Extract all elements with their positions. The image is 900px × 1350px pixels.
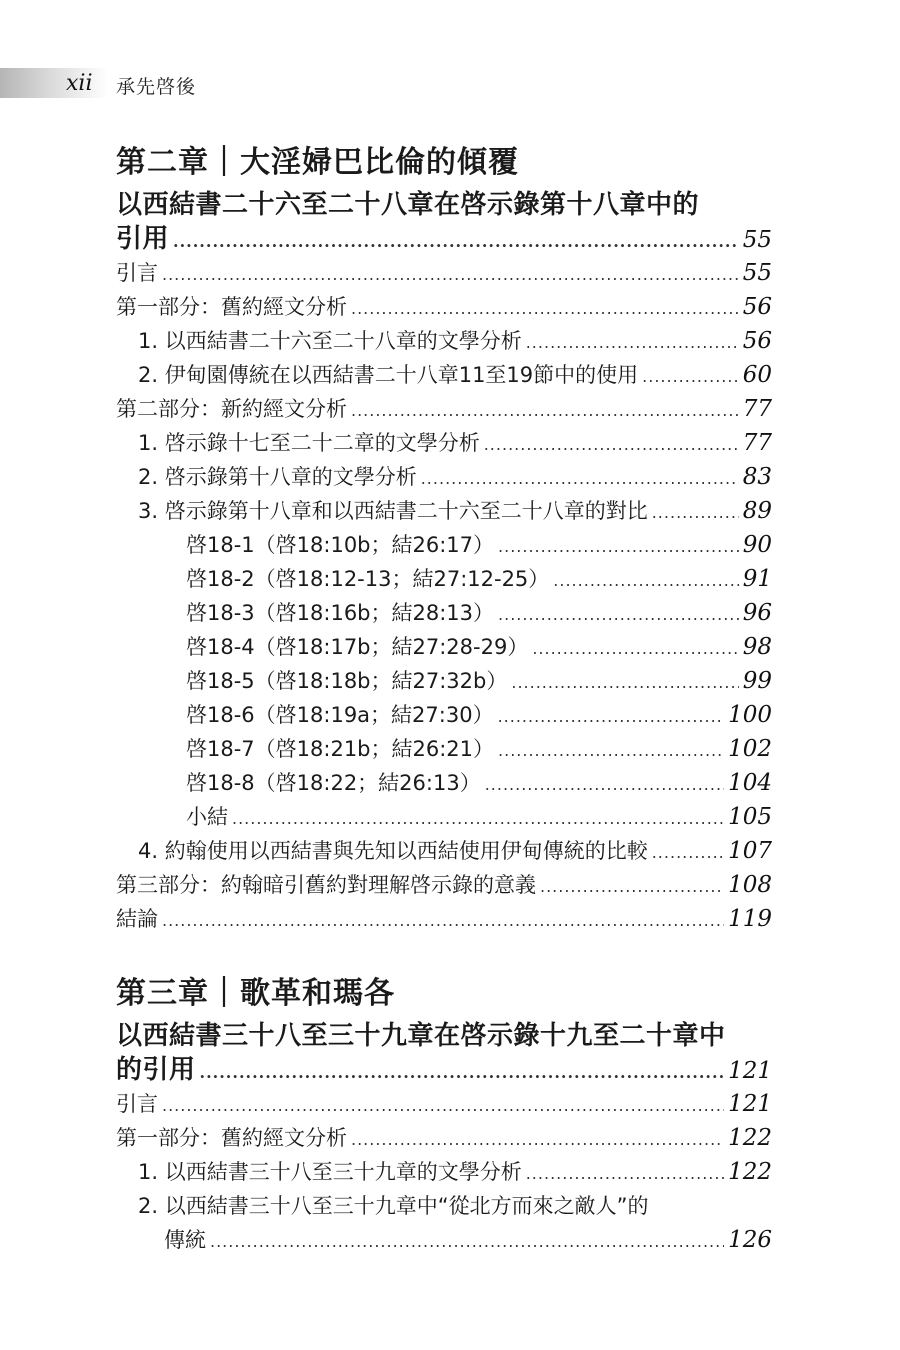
toc-page-number: 119 [728,906,772,932]
toc-entry-label: 第一部分：舊約經文分析 [116,295,347,319]
dot-leader [652,496,739,530]
toc-entry-label: 結論 [116,907,158,931]
toc-page-number: 98 [742,634,772,660]
dot-leader [498,700,725,734]
toc-entry-label: 啓18-2（啓18:12-13；結27:12-25） [186,567,550,591]
toc-entry [116,698,772,732]
toc-entry-label: 1. 啓示錄十七至二十二章的文學分析 [138,431,480,455]
dot-leader [526,1157,724,1191]
chapter-3-title: 第三章｜歌革和瑪各 [116,976,395,1011]
dot-leader [173,225,739,259]
toc-entry-label: 引用 [116,224,170,254]
toc-entry-label: 的引用 [116,1055,196,1085]
toc-entry-label: 啓18-5（啓18:18b；結27:32b） [186,669,508,693]
dot-leader [532,632,738,666]
toc-entry [116,426,772,460]
toc-page-number: 55 [742,227,772,253]
toc-entry [116,222,772,256]
toc-entry [116,834,772,868]
toc-entry [116,562,772,596]
dot-leader [351,1123,724,1157]
page-folio: xii [66,71,93,96]
toc-page-number: 100 [728,702,772,728]
toc-entry [116,290,772,324]
toc-page-number: 121 [728,1091,772,1117]
toc-entry-wrapped [116,1189,772,1223]
toc-entry [116,868,772,902]
toc-entry-label: 1. 以西結書二十六至二十八章的文學分析 [138,329,522,353]
dot-leader [162,904,724,938]
toc-entry [116,494,772,528]
dot-leader [232,802,724,836]
dot-leader [511,666,738,700]
toc-entry-label: 第二部分：新約經文分析 [116,397,347,421]
toc-page-number: 91 [742,566,772,592]
toc-page-number: 77 [742,396,772,422]
chapter-3-subtitle: 以西結書三十八至三十九章在啓示錄十九至二十章中 [116,1021,726,1051]
toc-entry [116,358,772,392]
toc-entry-label: 3. 啓示錄第十八章和以西結書二十六至二十八章的對比 [138,499,648,523]
dot-leader [553,564,738,598]
toc-page-number: 56 [742,294,772,320]
toc-page-number: 90 [742,532,772,558]
toc-entry [116,1223,772,1257]
toc-page-number: 104 [728,770,772,796]
dot-leader [484,428,739,462]
toc-page-number: 121 [728,1058,772,1084]
toc-entry-label: 啓18-6（啓18:19a；結27:30） [186,703,494,727]
chapter-2-toc [116,144,772,936]
toc-entry [116,392,772,426]
dot-leader [162,1089,724,1123]
toc-entry [116,630,772,664]
toc-page-number: 60 [742,362,772,388]
toc-page-number: 105 [728,804,772,830]
toc-entry-label: 1. 以西結書三十八至三十九章的文學分析 [138,1160,522,1184]
toc-entry-label: 啓18-8（啓18:22；結26:13） [186,771,481,795]
toc-entry-label: 啓18-4（啓18:17b；結27:28-29） [186,635,529,659]
toc-entry-label: 引言 [116,1092,158,1116]
toc-entry [116,324,772,358]
toc-page-number: 126 [728,1227,772,1253]
dot-leader [485,768,724,802]
dot-leader [351,292,739,326]
dot-leader [200,1056,725,1090]
toc-entry [116,1087,772,1121]
toc-entry-label: 2. 以西結書三十八至三十九章中“從北方而來之敵人”的 [138,1194,649,1218]
toc-page-number: 55 [742,260,772,286]
dot-leader [162,258,739,292]
toc-entry-label: 啓18-3（啓18:16b；結28:13） [186,601,495,625]
dot-leader [498,530,739,564]
toc-entry-label: 第三部分：約翰暗引舊約對理解啓示錄的意義 [116,873,536,897]
toc-entry-label: 引言 [116,261,158,285]
toc-page-number: 77 [742,430,772,456]
toc-entry [116,800,772,834]
toc-entry [116,732,772,766]
chapter-2-title: 第二章｜大淫婦巴比倫的傾覆 [116,145,519,180]
toc-entry-label: 2. 啓示錄第十八章的文學分析 [138,465,417,489]
toc-page-number: 96 [742,600,772,626]
toc-entry [116,1155,772,1189]
toc-page-number: 83 [742,464,772,490]
toc-page-number: 102 [728,736,772,762]
dot-leader [351,394,739,428]
toc-page-number: 89 [742,498,772,524]
dot-leader [498,598,739,632]
toc-entry [116,902,772,936]
toc-page-number: 122 [728,1125,772,1151]
toc-page-number: 122 [728,1159,772,1185]
dot-leader [526,326,739,360]
dot-leader [540,870,724,904]
chapter-2-subtitle: 以西結書二十六至二十八章在啓示錄第十八章中的 [116,190,700,220]
toc-page-number: 107 [728,838,772,864]
toc-entry [116,766,772,800]
toc-entry-label: 2. 伊甸園傳統在以西結書二十八章11至19節中的使用 [138,363,639,387]
dot-leader [642,360,739,394]
toc-entry-label: 4. 約翰使用以西結書與先知以西結使用伊甸傳統的比較 [138,839,648,863]
toc-entry-label: 第一部分：舊約經文分析 [116,1126,347,1150]
toc-entry [116,1053,772,1087]
running-title: 承先啓後 [116,76,197,98]
toc-page-number: 56 [742,328,772,354]
toc-entry-label: 小結 [186,805,228,829]
toc-entry [116,528,772,562]
toc-entry [116,1121,772,1155]
toc-entry [116,256,772,290]
toc-page-number: 108 [728,872,772,898]
toc-entry [116,596,772,630]
toc-entry-label: 啓18-7（啓18:21b；結26:21） [186,737,495,761]
dot-leader [421,462,739,496]
dot-leader [498,734,724,768]
toc-entry [116,460,772,494]
dot-leader [652,836,724,870]
toc-page-number: 99 [742,668,772,694]
toc-entry-label: 傳統 [164,1228,206,1252]
chapter-3-toc [116,975,772,1257]
toc-entry-label: 啓18-1（啓18:10b；結26:17） [186,533,495,557]
dot-leader [210,1225,724,1259]
toc-entry [116,664,772,698]
